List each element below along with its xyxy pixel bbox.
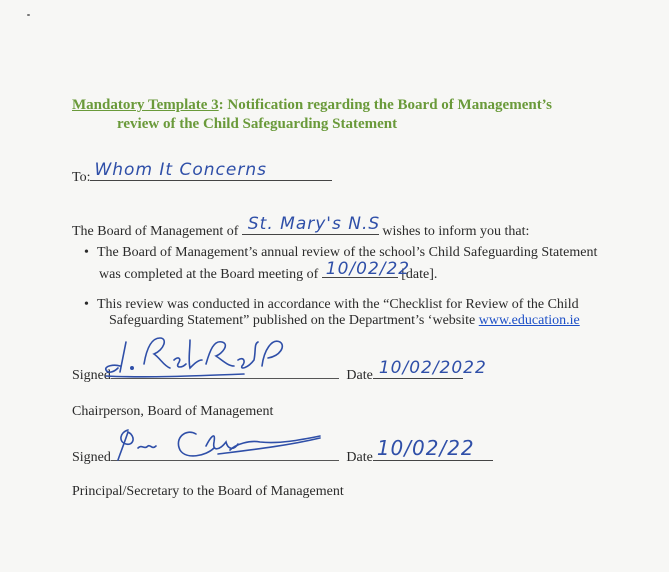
title-line-1: : Notification regarding the Board of Management’s [218, 97, 552, 113]
chairperson-role: Chairperson, Board of Management [72, 404, 274, 419]
principal-date-blank [373, 436, 493, 461]
board-suffix: wishes to inform you that: [382, 224, 530, 239]
scan-speck [27, 14, 30, 16]
bullet-1-line-2 [97, 261, 644, 283]
title-line-2: review of the Child Safeguarding Statement [117, 116, 398, 132]
education-link[interactable]: www.education.ie [478, 313, 580, 328]
template-label: Mandatory Template 3 [72, 97, 219, 113]
chair-date-blank [373, 358, 487, 379]
school-handwritten: St. Mary's N.S [247, 214, 381, 234]
bullet-2-line-2 [97, 313, 644, 329]
principal-date-handwritten: 10/02/22 [376, 436, 475, 460]
principal-signed-label: Signed [72, 450, 111, 465]
document-title [72, 96, 632, 134]
principal-date-label: Date [346, 450, 373, 465]
to-label: To: [72, 170, 91, 185]
bullet-dot: • [84, 245, 89, 260]
board-line [72, 214, 530, 240]
board-prefix: The Board of Management of [72, 224, 239, 239]
chair-date-handwritten: 10/02/2022 [378, 358, 487, 378]
principal-signature-icon [110, 420, 330, 466]
bullet-item-checklist [84, 297, 644, 329]
bullet-item-review [84, 245, 644, 283]
bullet-2-prefix: Safeguarding Statement” published on the Department’s ‘website [109, 313, 476, 328]
bullet-dot: • [84, 297, 89, 312]
bullet-2-line-1: This review was conducted in accordance with the “Checklist for Review of the Child [97, 297, 579, 312]
to-blank [90, 160, 332, 181]
meeting-date-handwritten: 10/02/22 [325, 259, 411, 279]
bullet-1-suffix: [date]. [401, 267, 438, 282]
to-handwritten: Whom It Concerns [94, 160, 267, 180]
to-line [72, 160, 332, 186]
principal-role: Principal/Secretary to the Board of Management [72, 484, 344, 499]
bullet-list [84, 245, 644, 343]
chair-signature-icon [104, 330, 304, 382]
meeting-date-blank [322, 259, 411, 279]
chair-date-label: Date [346, 368, 373, 383]
school-blank [242, 214, 381, 235]
bullet-1-line-1: The Board of Management’s annual review of the school’s Child Safeguarding Statement [97, 245, 598, 260]
bullet-1-prefix: was completed at the Board meeting of [99, 267, 319, 282]
chair-signed-label: Signed [72, 368, 111, 383]
